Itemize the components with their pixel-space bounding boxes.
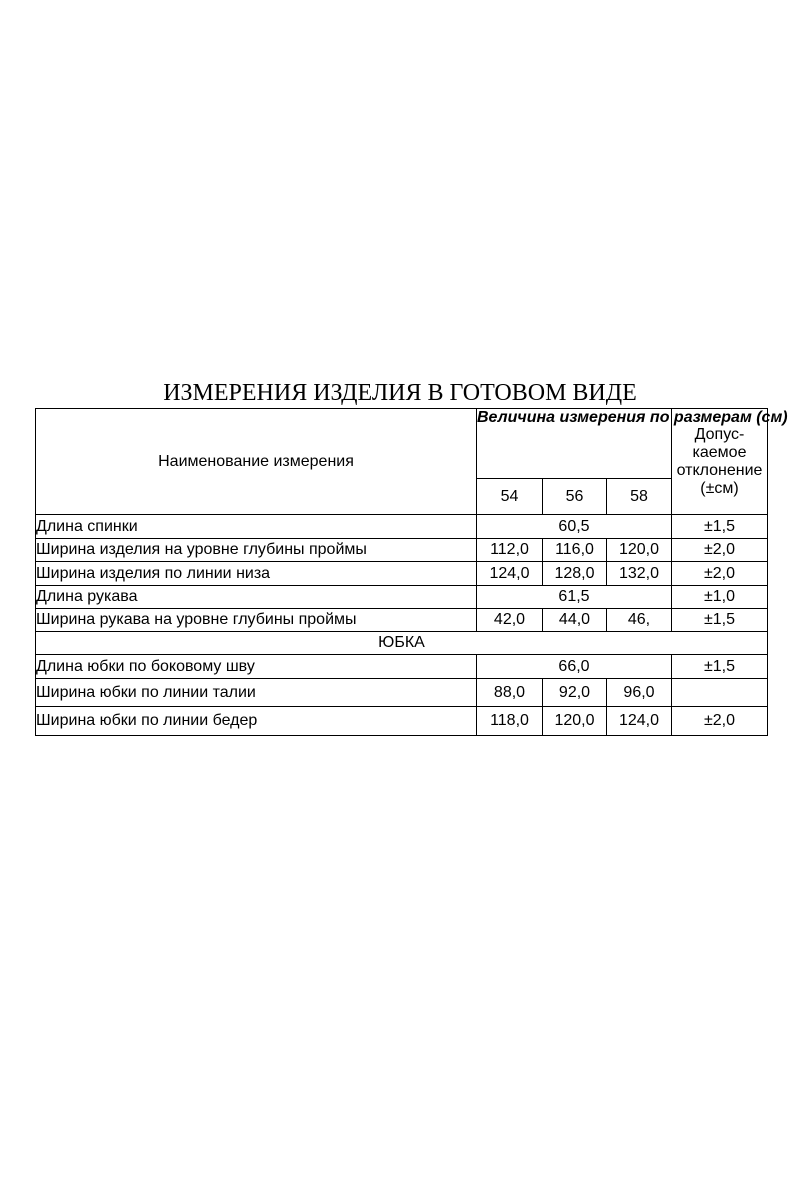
table-row: [36, 539, 768, 562]
size-header-58: 58: [607, 479, 672, 515]
section-label-skirt: ЮБКА: [36, 632, 768, 655]
measurement-value: 128,0: [543, 562, 607, 586]
tolerance-value: ±1,0: [672, 586, 768, 609]
measurement-name: Ширина юбки по линии талии: [36, 679, 477, 707]
measurement-value: 112,0: [477, 539, 543, 562]
size-header-54: 54: [477, 479, 543, 515]
page-title: ИЗМЕРЕНИЯ ИЗДЕЛИЯ В ГОТОВОМ ВИДЕ: [163, 380, 637, 406]
measurement-value: 118,0: [477, 707, 543, 736]
measurement-value: 120,0: [607, 539, 672, 562]
measurement-value: 124,0: [477, 562, 543, 586]
table-row: [36, 586, 768, 609]
tolerance-value: ±1,5: [672, 655, 768, 679]
tolerance-value: ±1,5: [672, 515, 768, 539]
tolerance-header-line: (±см): [700, 479, 739, 497]
table-row: [36, 707, 768, 736]
tolerance-header-line: отклонение: [676, 461, 763, 479]
measurements-table: [35, 408, 788, 736]
table-row: [36, 515, 768, 539]
measurement-name: Длина юбки по боковому шву: [36, 655, 477, 679]
table-row: [36, 609, 768, 632]
measurement-name: Ширина юбки по линии бедер: [36, 707, 477, 736]
measurement-name: Длина рукава: [36, 586, 477, 609]
measurement-value: 116,0: [543, 539, 607, 562]
table-row: [36, 562, 768, 586]
measurement-value-all-sizes: 60,5: [477, 515, 672, 539]
tolerance-header-line: Допус-: [694, 425, 745, 443]
size-header-56: 56: [543, 479, 607, 515]
measurement-name: Ширина изделия на уровне глубины проймы: [36, 539, 477, 562]
measurement-value: 88,0: [477, 679, 543, 707]
tolerance-value: ±2,0: [672, 539, 768, 562]
measurement-value-all-sizes: 66,0: [477, 655, 672, 679]
tolerance-value: ±2,0: [672, 562, 768, 586]
tolerance-value: ±2,0: [672, 707, 768, 736]
measurement-value: 132,0: [607, 562, 672, 586]
tolerance-value: ±1,5: [672, 609, 768, 632]
table-row: [36, 655, 768, 679]
measurement-value: 46,: [607, 609, 672, 632]
measurement-value: 124,0: [607, 707, 672, 736]
measurement-name-header: Наименование измерения: [36, 409, 477, 515]
measurement-value: 120,0: [543, 707, 607, 736]
tolerance-value: [672, 679, 768, 707]
measurement-name: Ширина рукава на уровне глубины проймы: [36, 609, 477, 632]
measurement-value-all-sizes: 61,5: [477, 586, 672, 609]
measurement-value: 42,0: [477, 609, 543, 632]
size-group-header: Величина измерения по размерам (см): [477, 409, 672, 479]
tolerance-header-line: каемое: [692, 443, 747, 461]
measurement-value: 92,0: [543, 679, 607, 707]
measurement-name: Длина спинки: [36, 515, 477, 539]
measurement-name: Ширина изделия по линии низа: [36, 562, 477, 586]
measurement-value: 96,0: [607, 679, 672, 707]
table-row: [36, 679, 768, 707]
measurement-value: 44,0: [543, 609, 607, 632]
section-row: [36, 632, 768, 655]
